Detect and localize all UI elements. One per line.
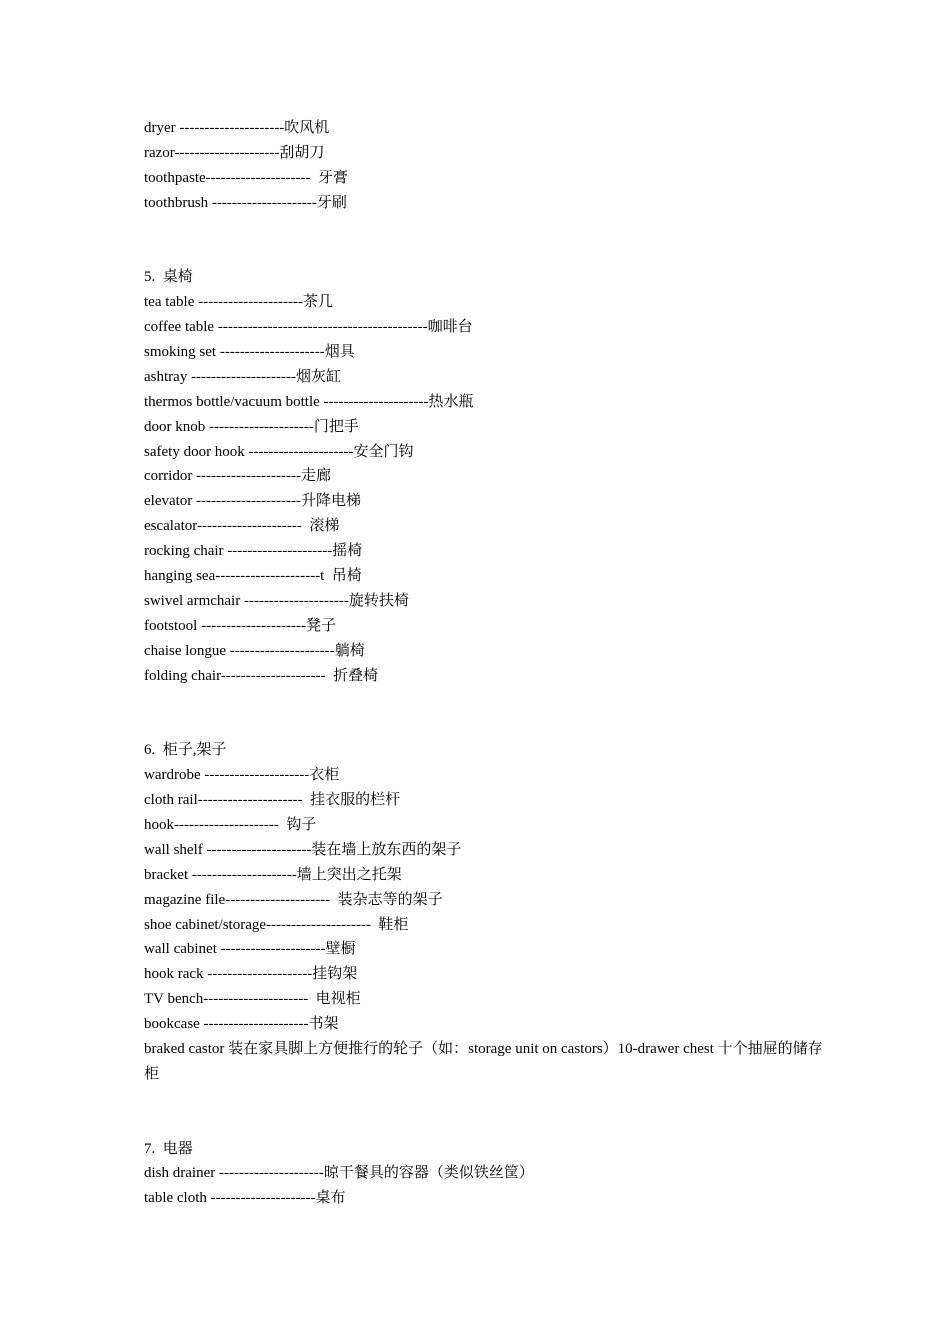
section-heading: 5. 桌椅 (144, 269, 193, 286)
list-item: table cloth ---------------------桌布 (144, 1190, 346, 1207)
list-item: toothbrush ---------------------牙刷 (144, 194, 347, 211)
list-item: folding chair--------------------- 折叠椅 (144, 667, 379, 684)
spacer (144, 1087, 824, 1137)
list-item: dish drainer ---------------------晾干餐具的容器（类似铁丝筐） (144, 1165, 534, 1182)
list-item: chaise longue ---------------------躺椅 (144, 642, 365, 659)
section-7-appliances (144, 1137, 824, 1212)
list-item: thermos bottle/vacuum bottle ---------------------热水瓶 (144, 393, 474, 410)
list-item: wall cabinet ---------------------壁橱 (144, 941, 356, 958)
list-item: smoking set ---------------------烟具 (144, 344, 355, 361)
list-item: wardrobe ---------------------衣柜 (144, 767, 340, 784)
list-item: tea table ---------------------茶几 (144, 294, 334, 311)
section-6-cabinets-shelves (144, 738, 824, 1087)
list-item-wrapped: braked castor 装在家具脚上方便推行的轮子（如：storage unit on castors）10-drawer chest 十个抽屉的储存柜 (144, 1040, 823, 1082)
document-page (144, 116, 824, 1211)
list-item: bracket ---------------------墙上突出之托架 (144, 866, 402, 883)
list-item: ashtray ---------------------烟灰缸 (144, 368, 341, 385)
list-item: wall shelf ---------------------装在墙上放东西的架子 (144, 841, 462, 858)
section-heading: 6. 柜子,架子 (144, 742, 227, 759)
list-item: coffee table ------------------------------------------咖啡台 (144, 319, 473, 336)
list-item: razor---------------------刮胡刀 (144, 144, 325, 161)
list-item: hook--------------------- 钩子 (144, 816, 317, 833)
list-item: escalator--------------------- 滚梯 (144, 518, 340, 535)
list-item: door knob ---------------------门把手 (144, 418, 359, 435)
list-item: magazine file--------------------- 装杂志等的架子 (144, 891, 443, 908)
list-item: swivel armchair ---------------------旋转扶椅 (144, 592, 409, 609)
spacer (144, 689, 824, 739)
list-item: dryer ---------------------吹风机 (144, 120, 330, 136)
list-item: TV bench--------------------- 电视柜 (144, 991, 361, 1008)
list-item: hanging sea---------------------t 吊椅 (144, 568, 362, 585)
list-item: footstool ---------------------凳子 (144, 617, 336, 634)
section-heading: 7. 电器 (144, 1140, 193, 1157)
list-item: corridor ---------------------走廊 (144, 468, 331, 485)
bathroom-items-list (144, 116, 824, 216)
spacer (144, 216, 824, 266)
section-5-tables-chairs (144, 265, 824, 688)
list-item: hook rack ---------------------挂钩架 (144, 966, 358, 983)
list-item: cloth rail--------------------- 挂衣服的栏杆 (144, 792, 401, 809)
list-item: rocking chair ---------------------摇椅 (144, 543, 363, 560)
list-item: shoe cabinet/storage--------------------- 鞋柜 (144, 916, 409, 933)
list-item: bookcase ---------------------书架 (144, 1016, 339, 1033)
list-item: elevator ---------------------升降电梯 (144, 493, 361, 510)
list-item: safety door hook ---------------------安全门钩 (144, 443, 414, 460)
list-item: toothpaste--------------------- 牙膏 (144, 169, 349, 186)
